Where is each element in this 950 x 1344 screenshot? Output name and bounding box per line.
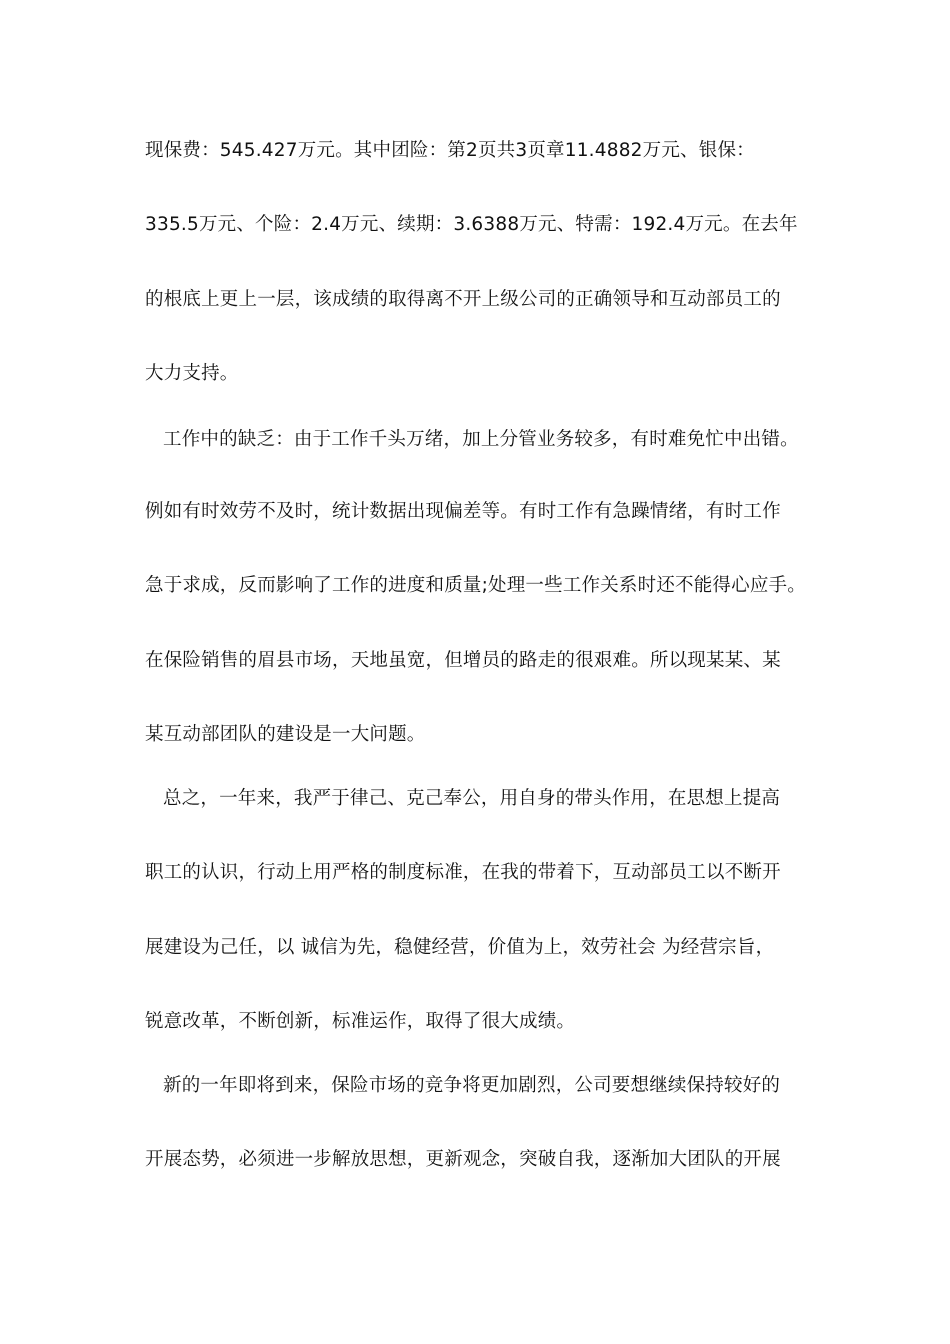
text-line: 锐意改革，不断创新，标准运作，取得了很大成绩。 [145,1011,576,1032]
text-line: 开展态势，必须进一步解放思想，更新观念，突破自我，逐渐加大团队的开展 [145,1149,781,1170]
text-line: 急于求成，反而影响了工作的进度和质量;处理一些工作关系时还不能得心应手。 [145,575,806,596]
text-line: 335.5万元、个险：2.4万元、续期：3.6388万元、特需：192.4万元。在去年 [145,214,798,235]
text-line: 例如有时效劳不及时，统计数据出现偏差等。有时工作有急躁情绪，有时工作 [145,501,781,522]
text-line: 现保费：545.427万元。其中团险：第2页共3页章11.4882万元、银保： [145,140,755,161]
text-line: 某互动部团队的建设是一大问题。 [145,724,426,745]
text-line: 的根底上更上一层，该成绩的取得离不开上级公司的正确领导和互动部员工的 [145,289,781,310]
text-line: 展建设为己任，以 诚信为先，稳健经营，价值为上，效劳社会 为经营宗旨， [145,937,775,958]
text-line: 在保险销售的眉县市场，天地虽宽，但增员的路走的很艰难。所以现某某、某 [145,650,781,671]
paragraph-start-line: 工作中的缺乏：由于工作千头万绪，加上分管业务较多，有时难免忙中出错。 [163,429,799,450]
text-line: 职工的认识，行动上用严格的制度标准，在我的带着下，互动部员工以不断开 [145,862,781,883]
text-line: 大力支持。 [145,363,239,384]
paragraph-start-line: 新的一年即将到来，保险市场的竞争将更加剧烈，公司要想继续保持较好的 [163,1075,781,1096]
paragraph-start-line: 总之，一年来，我严于律己、克己奉公，用自身的带头作用，在思想上提高 [163,788,781,809]
